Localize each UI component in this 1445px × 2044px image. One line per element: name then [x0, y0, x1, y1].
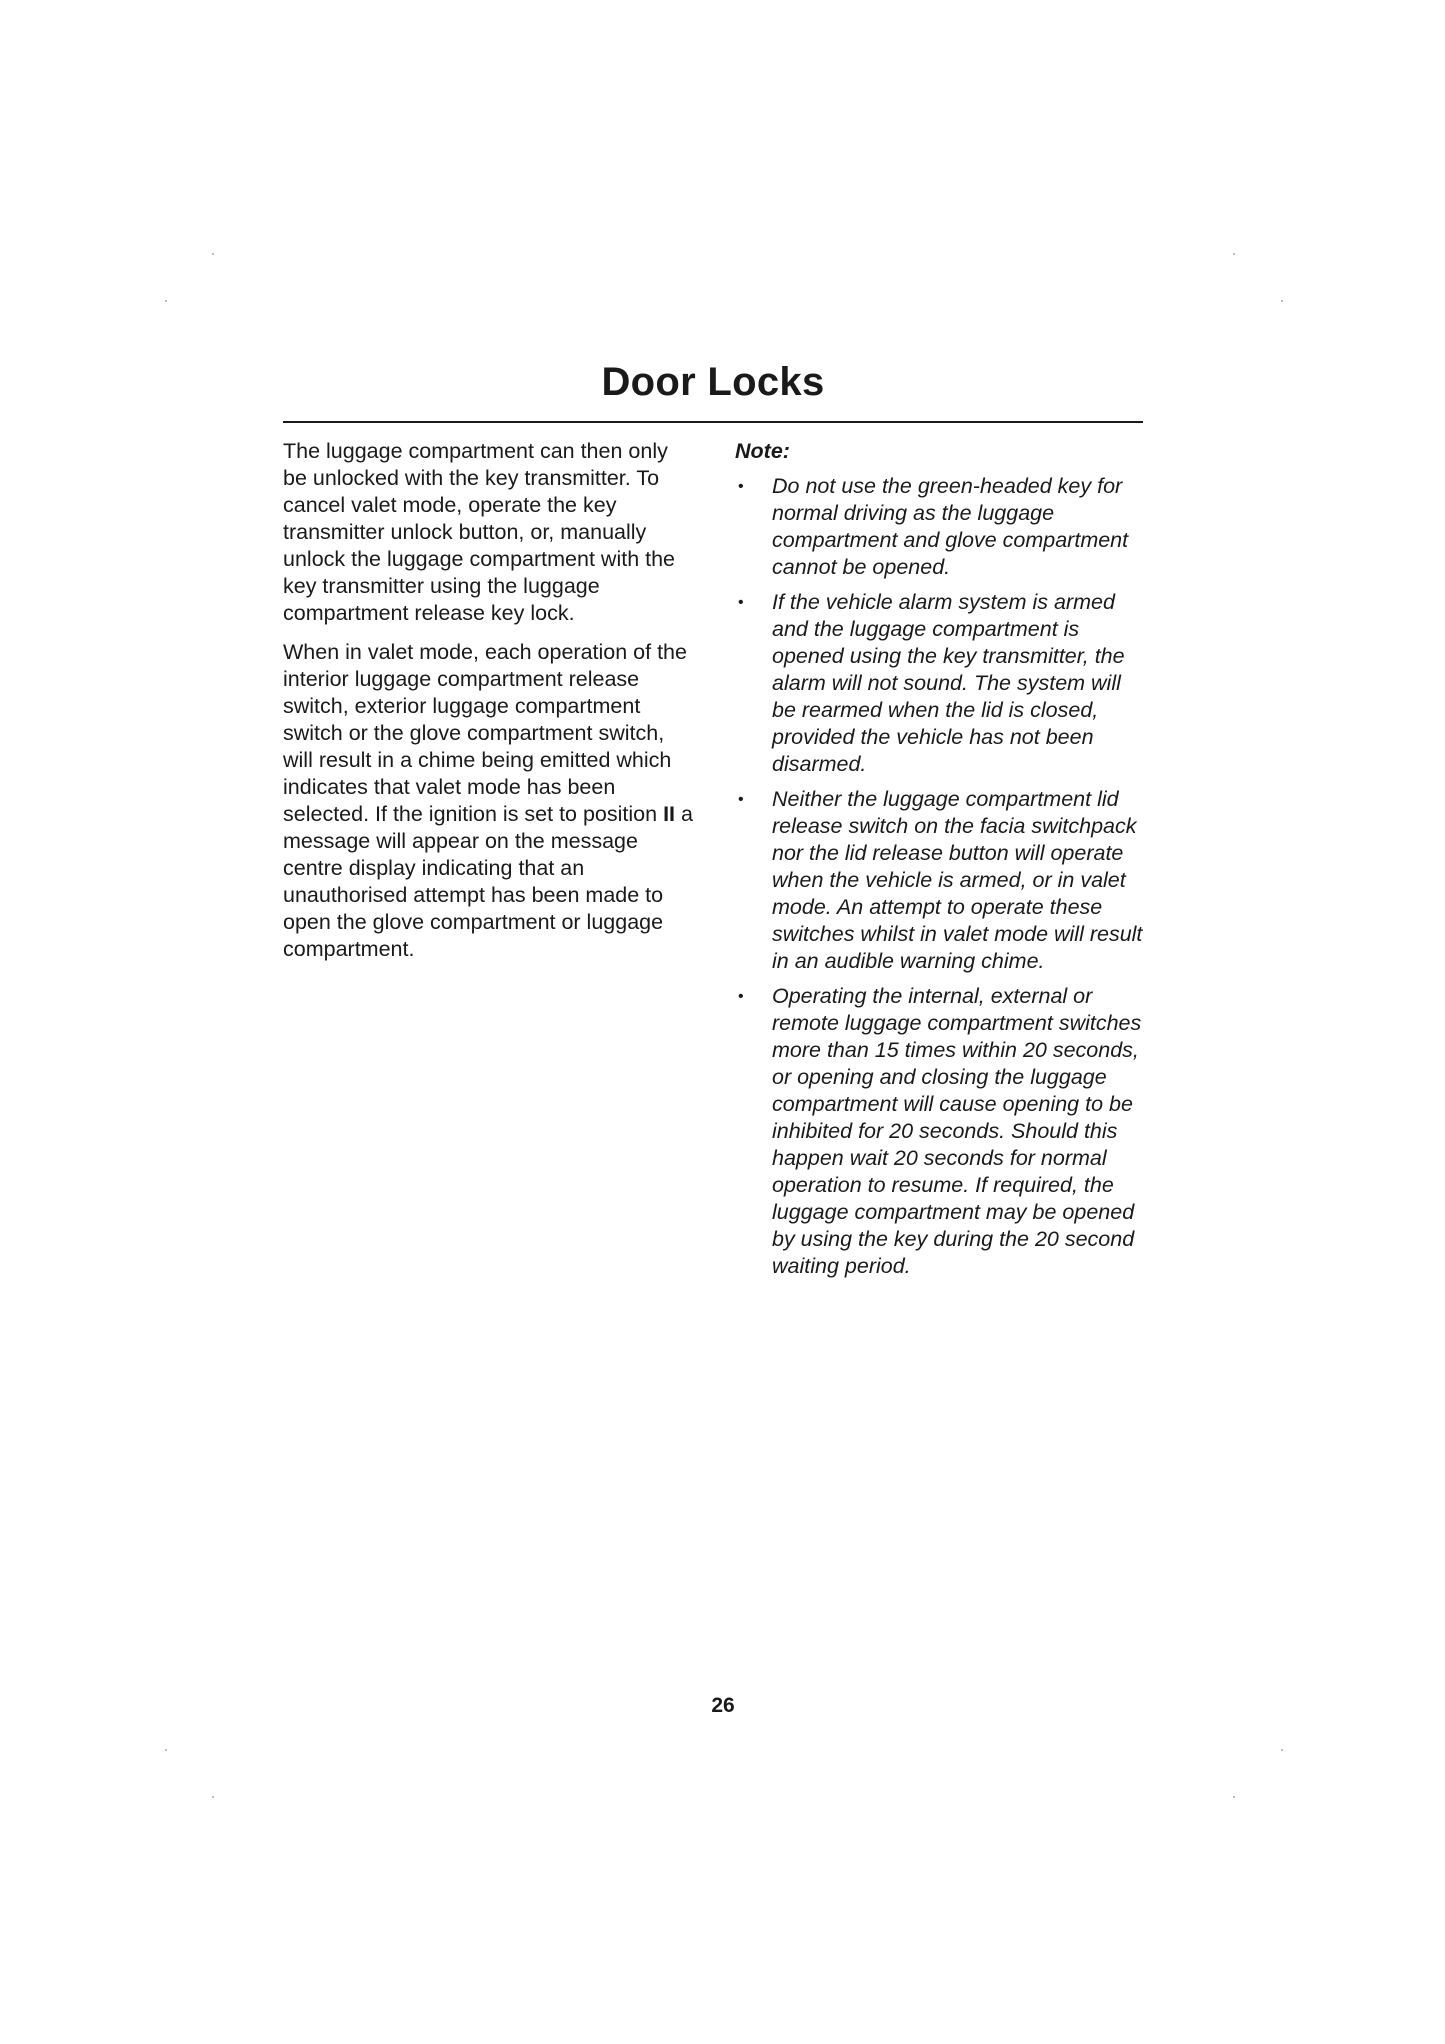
note-item — [735, 589, 1143, 778]
crop-mark — [212, 1796, 214, 1798]
bullet-icon: • — [738, 478, 744, 495]
note-item-text: Operating the internal, external or remote luggage compartment switches more than 15 times within 20 seconds, or opening and closing the luggage compartment will cause opening to be inhibited for 20 seconds. Should this happen wait 20 seconds for normal operation to resume. If required, the luggage compartment may be opened by using the key during the 20 second waiting period. — [772, 984, 1142, 1278]
note-item-text: If the vehicle alarm system is armed and the luggage compartment is opened using the key transmitter, the alarm will not sound. The system will be rearmed when the lid is closed, provided the vehicle has not been disarmed. — [772, 590, 1125, 776]
crop-mark — [1233, 1796, 1235, 1798]
note-list — [735, 473, 1143, 1280]
page-number: 26 — [711, 1694, 735, 1717]
left-column — [283, 438, 693, 975]
page-title: Door Locks — [601, 360, 825, 404]
note-item-text: Neither the luggage compartment lid release switch on the facia switchpack nor the lid release button will operate when the vehicle is armed, or in valet mode. An attempt to operate these switches whilst in valet mode will result in an audible warning chime. — [772, 787, 1143, 973]
crop-mark — [1233, 253, 1235, 255]
bullet-icon: • — [738, 791, 744, 808]
note-section — [735, 438, 1143, 1288]
ignition-position-label: II — [663, 802, 676, 826]
crop-mark — [212, 253, 214, 255]
crop-mark — [1281, 1749, 1283, 1751]
body-text: a message will appear on the message centre display indicating that an unauthorised attempt has been made to open the glove compartment or luggage compartment. — [283, 802, 693, 961]
crop-mark — [165, 300, 167, 302]
note-item — [735, 983, 1143, 1280]
crop-mark — [1281, 300, 1283, 302]
crop-mark — [165, 1749, 167, 1751]
body-paragraph: The luggage compartment can then only be unlocked with the key transmitter. To cancel valet mode, operate the key transmitter unlock button, or, manually unlock the luggage compartment with the key transmitter using the luggage compartment release key lock. — [283, 439, 676, 625]
title-divider — [283, 421, 1143, 423]
note-item — [735, 473, 1143, 581]
bullet-icon: • — [738, 988, 744, 1005]
note-item — [735, 786, 1143, 975]
note-item-text: Do not use the green-headed key for normal driving as the luggage compartment and glove compartment cannot be opened. — [772, 474, 1129, 579]
body-text: When in valet mode, each operation of the interior luggage compartment release switch, exterior luggage compartment switch or the glove compartment switch, will result in a chime being emitted which indicates that valet mode has been selected. If the ignition is set to position — [283, 640, 687, 826]
body-paragraph-valet-mode — [283, 639, 693, 963]
bullet-icon: • — [738, 594, 744, 611]
note-label: Note: — [735, 439, 790, 463]
